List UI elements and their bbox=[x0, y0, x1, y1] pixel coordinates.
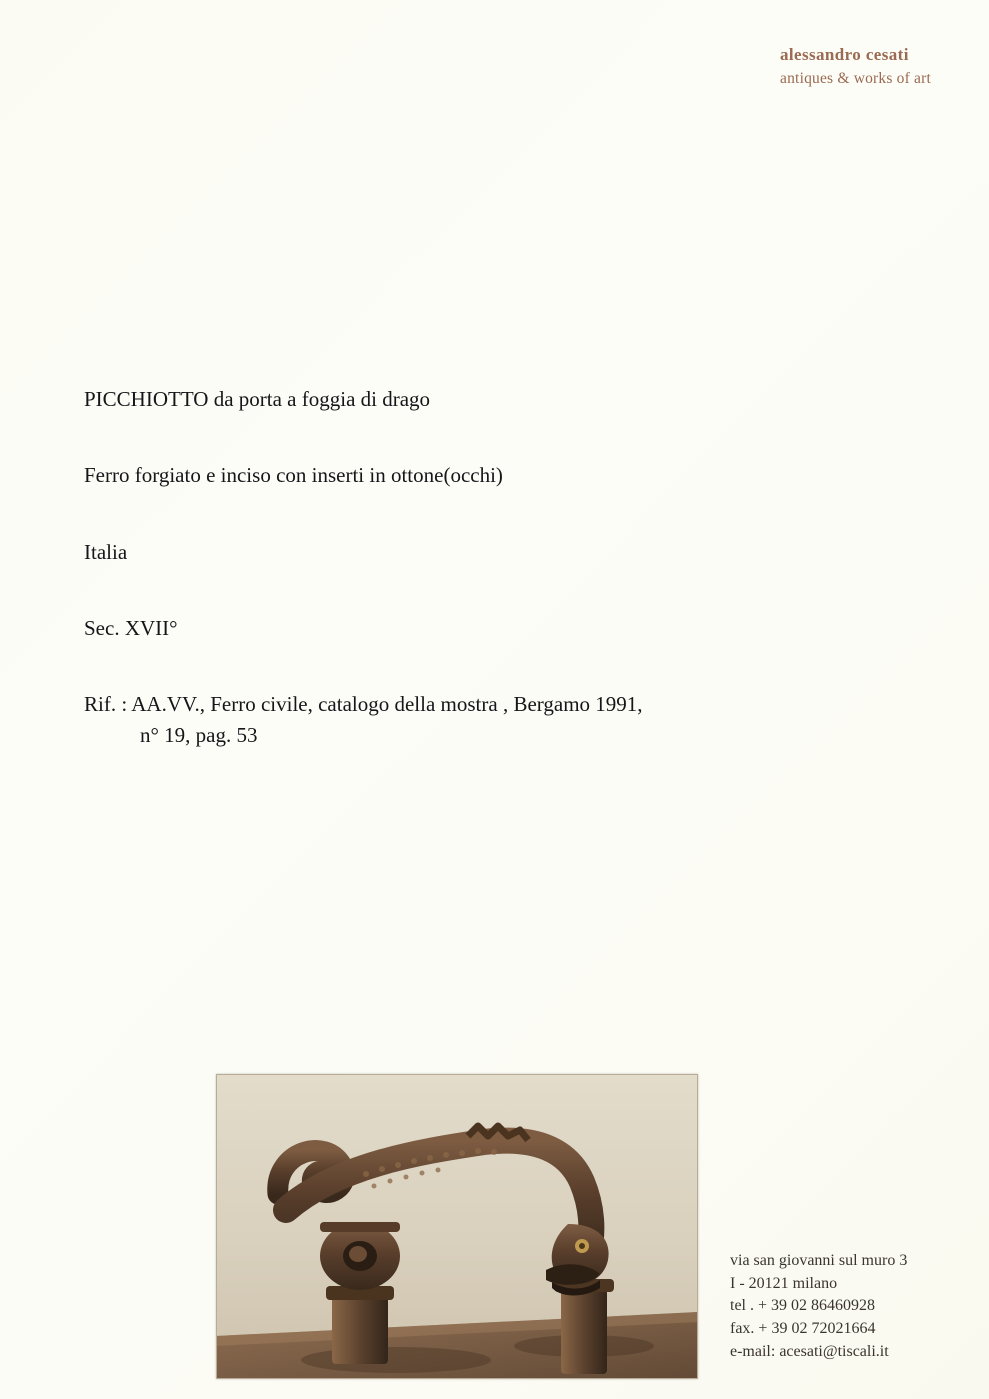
address-tel: tel . + 39 02 86460928 bbox=[730, 1297, 876, 1315]
footer-address bbox=[730, 1250, 907, 1364]
letterhead bbox=[780, 44, 931, 90]
address-city: I - 20121 milano bbox=[730, 1274, 838, 1292]
address-email: e-mail: acesati@tiscali.it bbox=[730, 1342, 889, 1360]
address-street: via san giovanni sul muro 3 bbox=[730, 1252, 908, 1269]
address-fax: fax. + 39 02 72021664 bbox=[730, 1320, 876, 1338]
object-origin: Italia bbox=[84, 539, 128, 564]
photograph-image bbox=[216, 1074, 698, 1379]
object-photograph bbox=[216, 1074, 698, 1379]
company-tagline: antiques & works of art bbox=[780, 69, 931, 87]
object-period: Sec. XVII° bbox=[84, 615, 178, 640]
object-reference bbox=[84, 691, 784, 749]
reference-first-line: Rif. : AA.VV., Ferro civile, catalogo della mostra , Bergamo 1991, bbox=[84, 692, 643, 716]
company-name: alessandro cesati bbox=[780, 45, 909, 64]
object-description bbox=[84, 386, 784, 749]
object-material: Ferro forgiato e inciso con inserti in ottone(occhi) bbox=[84, 463, 503, 488]
reference-second-line: n° 19, pag. 53 bbox=[140, 723, 258, 748]
object-title: PICCHIOTTO da porta a foggia di drago bbox=[84, 387, 431, 411]
